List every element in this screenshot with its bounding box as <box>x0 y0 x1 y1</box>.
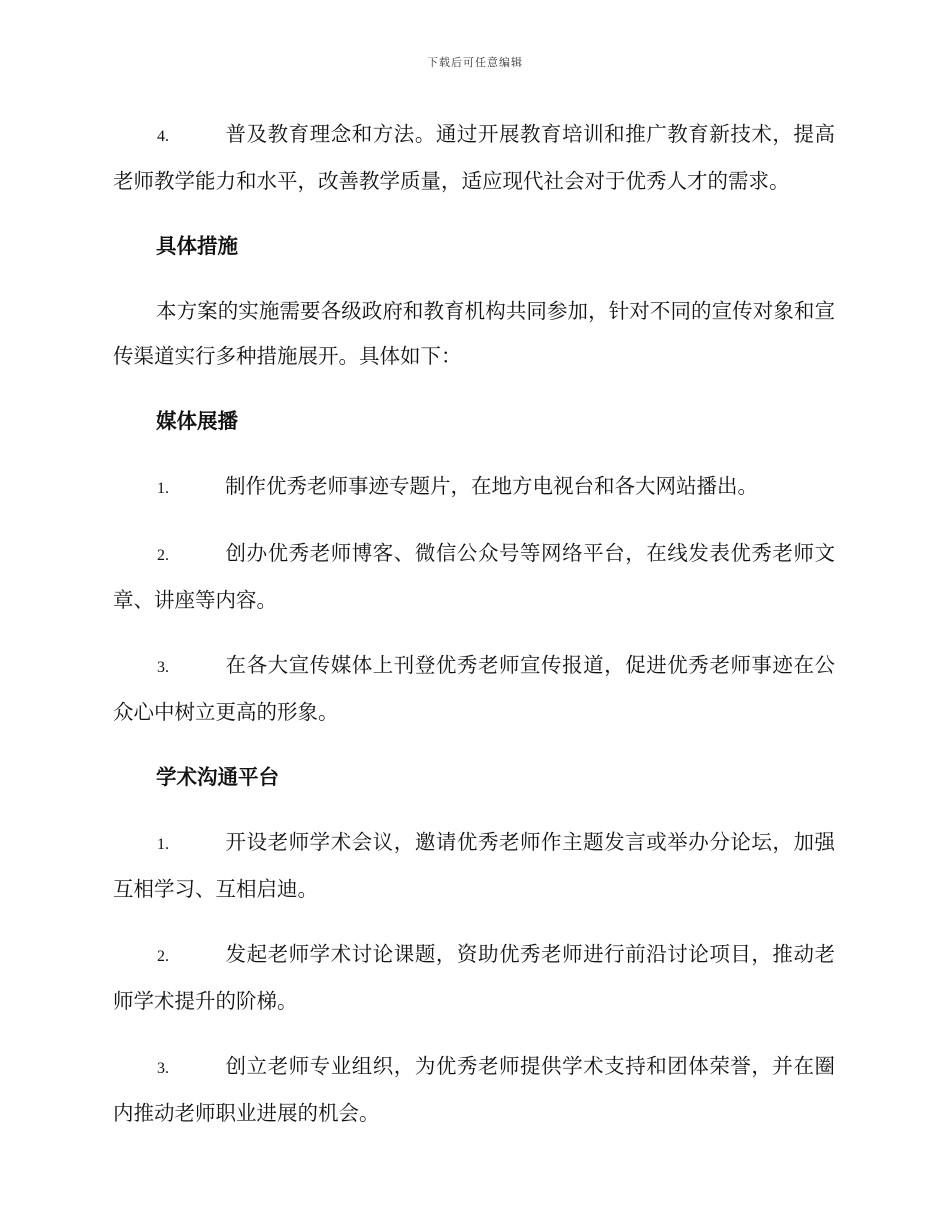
list-number: 3. <box>157 659 169 676</box>
list-item <box>113 820 835 912</box>
document-body <box>113 112 835 1156</box>
list-number: 3. <box>157 1060 169 1077</box>
list-number: 2. <box>157 547 169 564</box>
list-item <box>113 531 835 623</box>
list-item <box>113 112 835 204</box>
list-item <box>113 1044 835 1136</box>
list-number: 1. <box>157 480 169 497</box>
section-heading-measures: 具体措施 <box>156 234 238 258</box>
list-item <box>113 932 835 1024</box>
list-item <box>113 643 835 735</box>
list-text: 开设老师学术会议，邀请优秀老师作主题发言或举办分论坛，加强互相学习、互相启迪。 <box>113 830 835 901</box>
list-number: 4. <box>157 128 169 145</box>
header-note: 下载后可任意编辑 <box>427 56 523 69</box>
section-intro-text: 本方案的实施需要各级政府和教育机构共同参加，针对不同的宣传对象和宣传渠道实行多种措施展开。具体如下： <box>113 299 835 368</box>
list-item <box>113 464 835 511</box>
section-heading-academic: 学术沟通平台 <box>156 765 279 789</box>
section-heading-media: 媒体展播 <box>156 409 238 433</box>
list-text: 发起老师学术讨论课题，资助优秀老师进行前沿讨论项目，推动老师学术提升的阶梯。 <box>113 942 835 1013</box>
list-number: 2. <box>157 948 169 965</box>
list-text: 普及教育理念和方法。通过开展教育培训和推广教育新技术，提高老师教学能力和水平，改善教学质量，适应现代社会对于优秀人才的需求。 <box>113 122 835 193</box>
list-text: 创立老师专业组织，为优秀老师提供学术支持和团体荣誉，并在圈内推动老师职业进展的机会。 <box>113 1054 835 1125</box>
list-number: 1. <box>157 836 169 853</box>
list-text: 在各大宣传媒体上刊登优秀老师宣传报道，促进优秀老师事迹在公众心中树立更高的形象。 <box>113 653 835 724</box>
list-text: 制作优秀老师事迹专题片，在地方电视台和各大网站播出。 <box>225 474 758 498</box>
list-text: 创办优秀老师博客、微信公众号等网络平台，在线发表优秀老师文章、讲座等内容。 <box>113 541 835 612</box>
